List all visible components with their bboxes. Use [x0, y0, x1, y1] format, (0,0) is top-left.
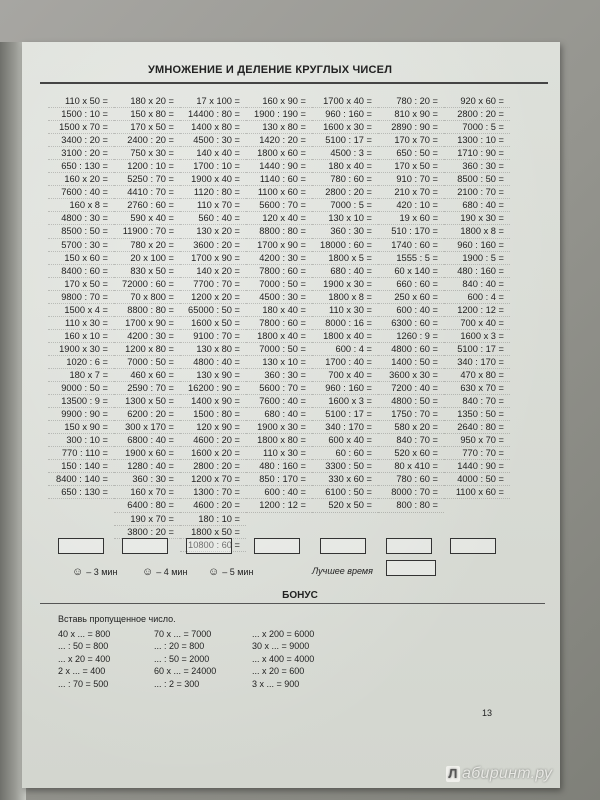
exercise-item[interactable]: 4000 : 50 =	[444, 473, 510, 486]
exercise-item[interactable]: 1300 : 70 =	[180, 486, 246, 499]
exercise-item[interactable]: 1700 x 40 =	[312, 95, 378, 108]
exercise-item[interactable]: 420 : 10 =	[378, 199, 444, 212]
exercise-item[interactable]: 1700 x 90 =	[246, 239, 312, 252]
exercise-item[interactable]: 110 x 70 =	[180, 199, 246, 212]
bonus-item[interactable]: ... x 200 = 6000	[252, 629, 315, 639]
exercise-item[interactable]: 680 : 40 =	[444, 199, 510, 212]
exercise-item[interactable]: 520 x 50 =	[312, 499, 378, 512]
exercise-item[interactable]: 7000 : 50 =	[246, 343, 312, 356]
exercise-item[interactable]: 80 x 410 =	[378, 460, 444, 473]
exercise-item[interactable]: 7000 : 5 =	[312, 199, 378, 212]
exercise-item[interactable]: 1300 x 50 =	[114, 395, 180, 408]
page-title: УМНОЖЕНИЕ И ДЕЛЕНИЕ КРУГЛЫХ ЧИСЕЛ	[148, 64, 393, 76]
exercise-item[interactable]: 780 : 60 =	[312, 173, 378, 186]
exercise-item[interactable]: 1900 x 30 =	[48, 343, 114, 356]
exercise-item[interactable]: 840 : 70 =	[444, 395, 510, 408]
exercise-item[interactable]: 1700 x 90 =	[114, 317, 180, 330]
exercise-item[interactable]: 4200 : 30 =	[114, 330, 180, 343]
exercise-item[interactable]: 180 x 7 =	[48, 369, 114, 382]
exercise-item[interactable]: 150 x 80 =	[114, 108, 180, 121]
exercise-item[interactable]: 1500 x 4 =	[48, 304, 114, 317]
exercise-item[interactable]: 3800 : 20 =	[114, 526, 180, 539]
exercise-item[interactable]: 130 x 80 =	[180, 343, 246, 356]
exercise-item[interactable]: 1400 x 90 =	[180, 395, 246, 408]
exercise-item[interactable]: 480 : 160 =	[246, 460, 312, 473]
exercise-item[interactable]: 65000 : 50 =	[180, 304, 246, 317]
exercise-item[interactable]: 9900 : 90 =	[48, 408, 114, 421]
exercise-item[interactable]: 13500 : 9 =	[48, 395, 114, 408]
answer-box-4[interactable]	[254, 538, 300, 554]
exercise-item[interactable]: 4200 : 30 =	[246, 252, 312, 265]
exercise-item[interactable]: 5700 : 30 =	[48, 239, 114, 252]
exercise-item[interactable]: 110 x 50 =	[48, 95, 114, 108]
exercise-item[interactable]: 120 x 90 =	[180, 421, 246, 434]
exercise-item[interactable]: 4800 : 30 =	[48, 212, 114, 225]
bonus-instruction: Вставь пропущенное число.	[58, 614, 176, 624]
exercise-item[interactable]: 140 x 40 =	[180, 147, 246, 160]
bonus-item[interactable]: ... : 2 = 300	[154, 678, 200, 689]
exercise-item[interactable]: 7000 : 50 =	[246, 278, 312, 291]
bonus-item[interactable]: ... x 20 = 600	[252, 666, 305, 677]
exercise-item[interactable]: 2800 : 20 =	[312, 186, 378, 199]
exercise-item[interactable]: 360 : 30 =	[444, 160, 510, 173]
exercise-item[interactable]: 650 : 130 =	[48, 160, 114, 173]
exercise-item[interactable]: 810 x 90 =	[378, 108, 444, 121]
exercise-item[interactable]: 3600 : 20 =	[180, 239, 246, 252]
watermark-logo-icon: Л	[446, 766, 460, 782]
exercise-item[interactable]: 1555 : 5 =	[378, 252, 444, 265]
exercise-item[interactable]: 6300 : 60 =	[378, 317, 444, 330]
exercise-item[interactable]: 20 x 100 =	[114, 252, 180, 265]
exercise-item[interactable]: 660 : 60 =	[378, 278, 444, 291]
exercise-item[interactable]: 510 : 170 =	[378, 225, 444, 238]
exercise-item[interactable]: 2640 : 80 =	[444, 421, 510, 434]
exercise-item[interactable]: 150 x 90 =	[48, 421, 114, 434]
exercise-item[interactable]: 1260 : 9 =	[378, 330, 444, 343]
bonus-item[interactable]: 2 x ... = 400	[58, 666, 106, 677]
exercise-item[interactable]: 1800 x 5 =	[312, 252, 378, 265]
sad-face-icon: ☺	[208, 566, 220, 578]
exercise-item[interactable]: 750 x 30 =	[114, 147, 180, 160]
exercise-item[interactable]: 7800 : 60 =	[246, 317, 312, 330]
exercise-item[interactable]: 520 x 60 =	[378, 447, 444, 460]
exercise-item[interactable]: 650 : 130 =	[48, 486, 114, 499]
legend-4min	[142, 566, 187, 578]
exercise-item[interactable]: 150 : 140 =	[48, 460, 114, 473]
exercise-item[interactable]: 650 : 50 =	[378, 147, 444, 160]
exercise-item[interactable]: 1800 x 8 =	[444, 225, 510, 238]
exercise-item[interactable]: 7600 : 40 =	[48, 186, 114, 199]
exercise-item[interactable]: 960 : 160 =	[312, 382, 378, 395]
exercise-item[interactable]: 8400 : 60 =	[48, 265, 114, 278]
exercise-item[interactable]: 1200 x 20 =	[180, 291, 246, 304]
exercise-item[interactable]: 2400 : 20 =	[114, 134, 180, 147]
exercise-item[interactable]: 850 : 170 =	[246, 473, 312, 486]
exercise-item[interactable]: 1600 x 50 =	[180, 317, 246, 330]
exercise-item[interactable]: 130 x 10 =	[312, 212, 378, 225]
exercise-item[interactable]: 10800 : 60 =	[180, 539, 246, 552]
exercise-item[interactable]: 3400 : 20 =	[48, 134, 114, 147]
exercise-item[interactable]: 1800 x 40 =	[246, 330, 312, 343]
exercise-item[interactable]: 340 : 170 =	[312, 421, 378, 434]
exercise-item[interactable]: 60 : 60 =	[312, 447, 378, 460]
legend-label: – 4 мин	[156, 567, 188, 577]
exercise-item[interactable]: 70 x 800 =	[114, 291, 180, 304]
neutral-face-icon: ☺	[142, 566, 154, 578]
exercise-item[interactable]: 680 : 40 =	[246, 408, 312, 421]
exercise-item[interactable]: 4500 : 30 =	[180, 134, 246, 147]
exercise-item[interactable]: 9000 : 50 =	[48, 382, 114, 395]
exercise-item[interactable]: 1200 : 12 =	[444, 304, 510, 317]
exercise-item[interactable]: 300 x 170 =	[114, 421, 180, 434]
exercise-item[interactable]: 4800 : 40 =	[180, 356, 246, 369]
exercise-item[interactable]: 7000 : 5 =	[444, 121, 510, 134]
exercise-item[interactable]: 6200 : 20 =	[114, 408, 180, 421]
bonus-item[interactable]: ... : 50 = 800	[58, 641, 109, 652]
bonus-item[interactable]: ... : 50 = 2000	[154, 653, 210, 664]
exercise-item[interactable]: 19 x 60 =	[378, 212, 444, 225]
title-divider	[40, 82, 548, 84]
exercise-item[interactable]: 1300 : 10 =	[444, 134, 510, 147]
exercise-item[interactable]: 600 : 40 =	[378, 304, 444, 317]
exercise-item[interactable]: 2100 : 70 =	[444, 186, 510, 199]
exercise-item[interactable]: 3300 : 50 =	[312, 460, 378, 473]
exercise-item[interactable]: 780 : 60 =	[378, 473, 444, 486]
exercise-item[interactable]: 170 x 50 =	[114, 121, 180, 134]
exercise-item[interactable]: 8500 : 50 =	[48, 225, 114, 238]
exercise-item[interactable]: 170 x 50 =	[48, 278, 114, 291]
exercise-item[interactable]: 5600 : 70 =	[246, 382, 312, 395]
exercise-column-5	[312, 95, 378, 552]
bonus-item[interactable]: 30 x ... = 9000	[252, 641, 310, 652]
exercise-item[interactable]: 1700 : 40 =	[312, 356, 378, 369]
bonus-item[interactable]: ... x 400 = 4000	[252, 653, 315, 664]
exercise-item[interactable]: 580 x 20 =	[378, 421, 444, 434]
exercise-item[interactable]: 1350 : 50 =	[444, 408, 510, 421]
exercise-grid	[48, 95, 510, 552]
exercise-item[interactable]: 1100 x 60 =	[246, 186, 312, 199]
exercise-item[interactable]: 160 x 8 =	[48, 199, 114, 212]
exercise-item[interactable]: 1740 : 60 =	[378, 239, 444, 252]
legend-3min	[72, 566, 117, 578]
exercise-item[interactable]: 700 x 40 =	[444, 317, 510, 330]
exercise-item[interactable]: 1710 : 90 =	[444, 147, 510, 160]
bonus-item[interactable]: 40 x ... = 800	[58, 629, 111, 639]
exercise-item[interactable]: 1100 x 60 =	[444, 486, 510, 499]
legend-label: – 5 мин	[222, 567, 254, 577]
exercise-item[interactable]: 300 : 10 =	[48, 434, 114, 447]
exercise-item[interactable]: 9100 : 70 =	[180, 330, 246, 343]
exercise-item[interactable]: 170 x 50 =	[378, 160, 444, 173]
exercise-item[interactable]: 910 : 70 =	[378, 173, 444, 186]
exercise-item[interactable]: 17 x 100 =	[180, 95, 246, 108]
exercise-item[interactable]: 1120 : 80 =	[180, 186, 246, 199]
exercise-item[interactable]: 4410 : 70 =	[114, 186, 180, 199]
answer-boxes	[58, 538, 518, 554]
exercise-item[interactable]: 470 x 80 =	[444, 369, 510, 382]
exercise-item[interactable]: 960 : 160 =	[444, 239, 510, 252]
exercise-item[interactable]: 1800 x 50 =	[180, 526, 246, 539]
exercise-item[interactable]: 780 : 20 =	[378, 95, 444, 108]
exercise-item[interactable]: 1900 x 30 =	[312, 278, 378, 291]
exercise-item[interactable]: 110 x 30 =	[48, 317, 114, 330]
exercise-item[interactable]: 5100 : 17 =	[444, 343, 510, 356]
exercise-item[interactable]: 180 x 20 =	[114, 95, 180, 108]
exercise-item[interactable]: 830 x 50 =	[114, 265, 180, 278]
exercise-item[interactable]: 14400 : 80 =	[180, 108, 246, 121]
exercise-item[interactable]: 840 : 70 =	[378, 434, 444, 447]
bonus-column-1	[58, 628, 110, 690]
exercise-item[interactable]: 5100 : 17 =	[312, 134, 378, 147]
exercise-item[interactable]: 1400 : 50 =	[378, 356, 444, 369]
smile-face-icon: ☺	[72, 566, 84, 578]
exercise-item[interactable]: 600 : 4 =	[312, 343, 378, 356]
bonus-item[interactable]: ... : 70 = 500	[58, 678, 109, 689]
exercise-item[interactable]: 1600 x 3 =	[312, 395, 378, 408]
exercise-item[interactable]: 1800 x 40 =	[312, 330, 378, 343]
exercise-item[interactable]: 3100 : 20 =	[48, 147, 114, 160]
exercise-item[interactable]: 3600 x 30 =	[378, 369, 444, 382]
exercise-item[interactable]: 8000 : 70 =	[378, 486, 444, 499]
bonus-divider	[40, 603, 545, 604]
exercise-item[interactable]: 560 : 40 =	[180, 212, 246, 225]
exercise-item[interactable]: 72000 : 60 =	[114, 278, 180, 291]
exercise-item[interactable]: 4800 : 50 =	[378, 395, 444, 408]
exercise-item[interactable]: 160 x 10 =	[48, 330, 114, 343]
exercise-item[interactable]: 16200 : 90 =	[180, 382, 246, 395]
bonus-item[interactable]: ... : 20 = 800	[154, 641, 205, 652]
exercise-item[interactable]: 160 x 70 =	[114, 486, 180, 499]
exercise-item[interactable]: 7200 : 40 =	[378, 382, 444, 395]
exercise-item[interactable]: 110 x 30 =	[312, 304, 378, 317]
exercise-item[interactable]: 1800 x 60 =	[246, 147, 312, 160]
page-number: 13	[482, 708, 493, 718]
exercise-item[interactable]: 4500 : 3 =	[312, 147, 378, 160]
exercise-item[interactable]: 1140 : 60 =	[246, 173, 312, 186]
exercise-column-1	[48, 95, 114, 552]
exercise-item[interactable]: 360 : 30 =	[114, 473, 180, 486]
exercise-item[interactable]: 130 x 90 =	[180, 369, 246, 382]
exercise-item[interactable]: 1600 x 30 =	[312, 121, 378, 134]
legend-label: – 3 мин	[86, 567, 118, 577]
bonus-column-2	[154, 628, 216, 690]
exercise-item[interactable]: 5100 : 17 =	[312, 408, 378, 421]
exercise-item[interactable]: 1200 : 12 =	[246, 499, 312, 512]
exercise-item[interactable]: 680 : 40 =	[312, 265, 378, 278]
exercise-item[interactable]: 1200 : 10 =	[114, 160, 180, 173]
exercise-item[interactable]: 140 x 20 =	[180, 265, 246, 278]
exercise-item[interactable]: 960 : 160 =	[312, 108, 378, 121]
exercise-item[interactable]: 950 x 70 =	[444, 434, 510, 447]
exercise-item[interactable]: 250 x 60 =	[378, 291, 444, 304]
exercise-item[interactable]: 340 : 170 =	[444, 356, 510, 369]
exercise-item[interactable]: 7800 : 60 =	[246, 265, 312, 278]
exercise-item[interactable]: 210 x 70 =	[378, 186, 444, 199]
exercise-item[interactable]: 460 x 60 =	[114, 369, 180, 382]
exercise-item[interactable]: 8500 : 50 =	[444, 173, 510, 186]
answer-box-7[interactable]	[450, 538, 496, 554]
exercise-item[interactable]: 1500 : 80 =	[180, 408, 246, 421]
exercise-item[interactable]: 8400 : 140 =	[48, 473, 114, 486]
answer-box-6[interactable]	[386, 538, 432, 554]
bonus-item[interactable]: ... x 20 = 400	[58, 653, 111, 664]
exercise-item[interactable]: 1750 : 70 =	[378, 408, 444, 421]
exercise-item[interactable]: 1700 x 90 =	[180, 252, 246, 265]
exercise-item[interactable]: 1280 : 40 =	[114, 460, 180, 473]
exercise-item[interactable]: 590 x 40 =	[114, 212, 180, 225]
exercise-item[interactable]: 1900 : 5 =	[444, 252, 510, 265]
exercise-item[interactable]: 180 x 40 =	[312, 160, 378, 173]
watermark-text: абиринт.ру	[462, 765, 553, 782]
answer-box-2[interactable]	[122, 538, 168, 554]
answer-box-5[interactable]	[320, 538, 366, 554]
exercise-item[interactable]: 920 x 60 =	[444, 95, 510, 108]
exercise-item[interactable]: 630 x 70 =	[444, 382, 510, 395]
exercise-item[interactable]: 1440 : 90 =	[444, 460, 510, 473]
exercise-item[interactable]: 770 : 110 =	[48, 447, 114, 460]
exercise-item[interactable]: 160 x 90 =	[246, 95, 312, 108]
exercise-item[interactable]: 1900 : 190 =	[246, 108, 312, 121]
exercise-item[interactable]: 18000 : 60 =	[312, 239, 378, 252]
bonus-item[interactable]: 3 x ... = 900	[252, 678, 300, 689]
exercise-item[interactable]: 840 : 40 =	[444, 278, 510, 291]
exercise-item[interactable]: 1500 : 10 =	[48, 108, 114, 121]
exercise-item[interactable]: 1420 : 20 =	[246, 134, 312, 147]
exercise-item[interactable]: 130 x 80 =	[246, 121, 312, 134]
watermark	[446, 765, 552, 783]
exercise-item[interactable]: 480 : 160 =	[444, 265, 510, 278]
bonus-column-3	[252, 628, 314, 690]
answer-box-1[interactable]	[58, 538, 104, 554]
exercise-item[interactable]: 9800 : 70 =	[48, 291, 114, 304]
exercise-item[interactable]: 120 x 40 =	[246, 212, 312, 225]
exercise-item[interactable]: 4600 : 20 =	[180, 434, 246, 447]
exercise-item[interactable]: 4600 : 20 =	[180, 499, 246, 512]
exercise-column-7	[444, 95, 510, 552]
exercise-item[interactable]: 8000 : 16 =	[312, 317, 378, 330]
exercise-item[interactable]: 1900 x 40 =	[180, 173, 246, 186]
exercise-item[interactable]: 8800 : 80 =	[246, 225, 312, 238]
exercise-item[interactable]: 600 : 4 =	[444, 291, 510, 304]
exercise-item[interactable]: 1800 x 80 =	[246, 434, 312, 447]
answer-box-3[interactable]	[186, 538, 232, 554]
exercise-item[interactable]: 800 : 80 =	[378, 499, 444, 512]
exercise-item[interactable]: 780 x 20 =	[114, 239, 180, 252]
exercise-item[interactable]: 130 x 10 =	[246, 356, 312, 369]
exercise-item[interactable]: 5250 : 70 =	[114, 173, 180, 186]
exercise-item[interactable]: 180 x 40 =	[246, 304, 312, 317]
exercise-item[interactable]: 6800 : 40 =	[114, 434, 180, 447]
exercise-item[interactable]: 330 x 60 =	[312, 473, 378, 486]
exercise-item[interactable]: 7600 : 40 =	[246, 395, 312, 408]
exercise-column-3	[180, 95, 246, 552]
exercise-item[interactable]: 190 x 70 =	[114, 513, 180, 526]
bonus-item[interactable]: 60 x ... = 24000	[154, 666, 217, 677]
exercise-item[interactable]: 60 x 140 =	[378, 265, 444, 278]
exercise-item[interactable]: 600 : 40 =	[246, 486, 312, 499]
exercise-item[interactable]: 150 x 60 =	[48, 252, 114, 265]
exercise-item[interactable]: 2890 : 90 =	[378, 121, 444, 134]
exercise-item[interactable]: 1700 : 10 =	[180, 160, 246, 173]
bonus-title: БОНУС	[282, 590, 318, 601]
exercise-item[interactable]: 2800 : 20 =	[444, 108, 510, 121]
exercise-item[interactable]: 770 : 70 =	[444, 447, 510, 460]
exercise-item[interactable]: 2590 : 70 =	[114, 382, 180, 395]
exercise-item[interactable]: 1200 x 80 =	[114, 343, 180, 356]
exercise-item[interactable]: 2760 : 60 =	[114, 199, 180, 212]
exercise-item[interactable]: 2800 : 20 =	[180, 460, 246, 473]
exercise-item[interactable]: 1440 : 90 =	[246, 160, 312, 173]
exercise-item[interactable]: 190 x 30 =	[444, 212, 510, 225]
exercise-item[interactable]: 130 x 20 =	[180, 225, 246, 238]
exercise-item[interactable]: 1800 x 8 =	[312, 291, 378, 304]
exercise-item[interactable]: 1900 x 60 =	[114, 447, 180, 460]
exercise-item[interactable]: 360 : 30 =	[312, 225, 378, 238]
exercise-item[interactable]: 1020 : 6 =	[48, 356, 114, 369]
exercise-column-4	[246, 95, 312, 552]
exercise-item[interactable]: 1200 x 70 =	[180, 473, 246, 486]
best-time-label: Лучшее время	[312, 566, 373, 576]
exercise-item[interactable]: 1400 x 80 =	[180, 121, 246, 134]
exercise-item[interactable]: 5600 : 70 =	[246, 199, 312, 212]
exercise-item[interactable]: 170 x 70 =	[378, 134, 444, 147]
exercise-item[interactable]: 1900 x 30 =	[246, 421, 312, 434]
best-time-box[interactable]	[386, 560, 436, 576]
exercise-item[interactable]: 7000 : 50 =	[114, 356, 180, 369]
exercise-item[interactable]: 160 x 20 =	[48, 173, 114, 186]
exercise-item[interactable]: 8800 : 80 =	[114, 304, 180, 317]
exercise-item[interactable]: 4800 : 60 =	[378, 343, 444, 356]
exercise-item[interactable]: 1600 x 3 =	[444, 330, 510, 343]
bonus-item[interactable]: 70 x ... = 7000	[154, 629, 212, 639]
exercise-column-2	[114, 95, 180, 552]
exercise-item[interactable]: 180 : 10 =	[180, 513, 246, 526]
exercise-item[interactable]: 600 x 40 =	[312, 434, 378, 447]
exercise-column-6	[378, 95, 444, 552]
exercise-item[interactable]: 4500 : 30 =	[246, 291, 312, 304]
exercise-item[interactable]: 110 x 30 =	[246, 447, 312, 460]
exercise-item[interactable]: 6100 : 50 =	[312, 486, 378, 499]
exercise-item[interactable]: 1600 x 20 =	[180, 447, 246, 460]
exercise-item[interactable]: 11900 : 70 =	[114, 225, 180, 238]
exercise-item[interactable]: 700 x 40 =	[312, 369, 378, 382]
legend-5min	[208, 566, 253, 578]
exercise-item[interactable]: 1500 x 70 =	[48, 121, 114, 134]
exercise-item[interactable]: 360 : 30 =	[246, 369, 312, 382]
exercise-item[interactable]: 6400 : 80 =	[114, 499, 180, 512]
exercise-item[interactable]: 7700 : 70 =	[180, 278, 246, 291]
